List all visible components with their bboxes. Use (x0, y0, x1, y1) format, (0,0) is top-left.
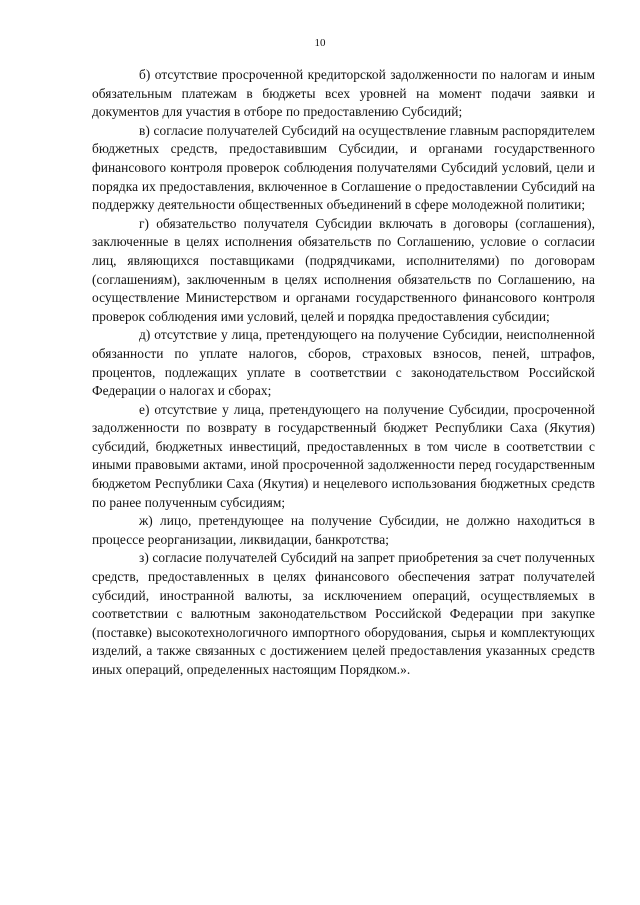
paragraph-v: в) согласие получателей Субсидий на осуществление главным распорядителем бюджетных средств, предоставившим Субсидии, и органами государственного финансового контроля проверок соблюдения получателями Субсидий условий, цели и порядка их предоставления, включенное в Соглашение о предоставлении Субсидий на поддержку деятельности общественных объединений в сфере молодежной политики; (92, 122, 595, 213)
paragraph-z: з) согласие получателей Субсидий на запрет приобретения за счет полученных средств, предоставленных в целях финансового обеспечения затрат получателей субсидий, иностранной валюты, за исключением операций, осуществляемых в соответствии с валютным законодательством Российской Федерации при закупке (поставке) высокотехнологичного импортного оборудования, сырья и комплектующих изделий, а также связанных с достижением целей предоставления указанных средств иных операций, определенных настоящим Порядком.». (92, 550, 595, 677)
document-body (92, 66, 595, 680)
paragraph-zh: ж) лицо, претендующее на получение Субсидии, не должно находиться в процессе реорганизации, ликвидации, банкротства; (92, 513, 595, 547)
paragraph-b: б) отсутствие просроченной кредиторской задолженности по налогам и иным обязательным платежам в бюджеты всех уровней на момент подачи заявки и документов для участия в отборе по предоставлению Субсидий; (92, 67, 595, 120)
paragraph-g: г) обязательство получателя Субсидии включать в договоры (соглашения), заключенные в целях исполнения обязательств по Соглашению, условие о согласии лиц, являющихся поставщиками (подрядчиками, исполнителями) по договорам (соглашениям), заключенным в целях исполнения обязательств по Соглашению, на осуществление Министерством и органами государственного финансового контроля проверок соблюдения ими условий, целей и порядка предоставления субсидии; (92, 215, 595, 324)
paragraph-e: е) отсутствие у лица, претендующего на получение Субсидии, просроченной задолженности по возврату в государственный бюджет Республики Саха (Якутия) субсидий, бюджетных инвестиций, предоставленных в том числе в соответствии с иными правовыми актами, иной просроченной задолженности перед государственным бюджетом Республики Саха (Якутия) и нецелевого использования бюджетных средств по ранее полученным субсидиям; (92, 401, 595, 510)
paragraph-d: д) отсутствие у лица, претендующего на получение Субсидии, неисполненной обязанности по уплате налогов, сборов, страховых взносов, пеней, штрафов, процентов, подлежащих уплате в соответствии с законодательством Российской Федерации о налогах и сборах; (92, 327, 595, 399)
page-number: 10 (314, 37, 326, 49)
